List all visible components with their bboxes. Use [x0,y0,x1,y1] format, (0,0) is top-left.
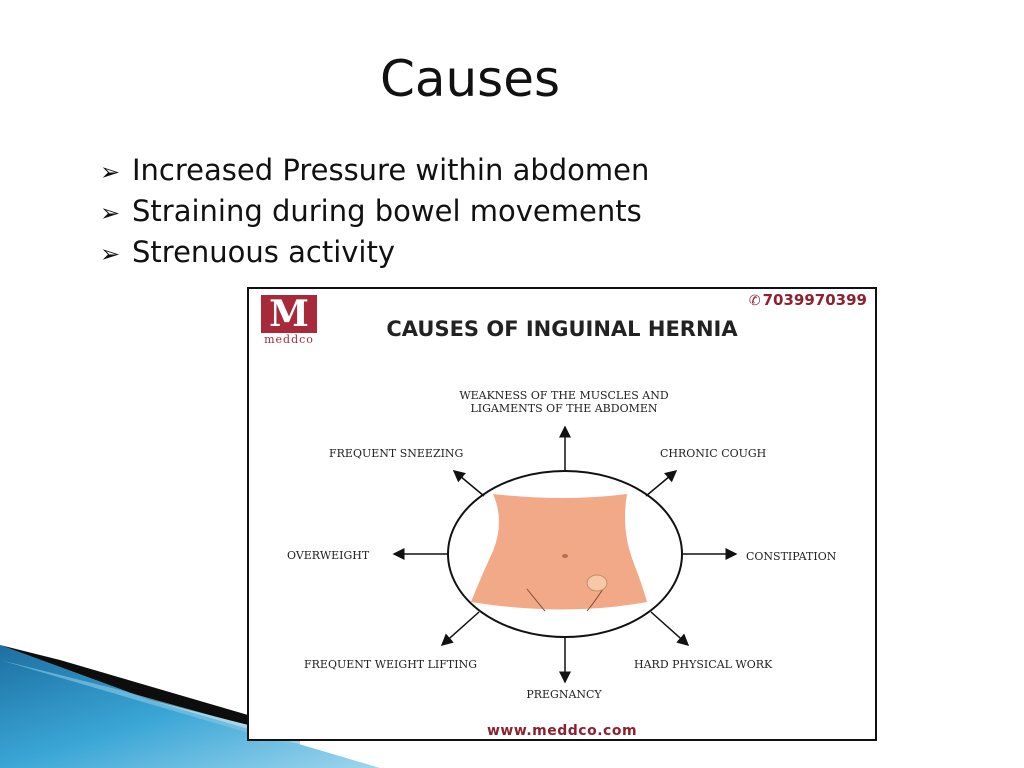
label-hard-physical-work: HARD PHYSICAL WORK [634,658,773,671]
label-constipation: CONSTIPATION [746,550,837,563]
label-weakness [249,389,877,415]
label-weakness-line1: WEAKNESS OF THE MUSCLES AND [459,389,669,402]
bullet-list [100,150,649,273]
bullet-item [100,232,649,273]
label-pregnancy: PREGNANCY [526,688,602,701]
arrow-top-right [646,471,676,496]
causes-diagram [249,289,877,741]
label-frequent-weight-lifting: FREQUENT WEIGHT LIFTING [304,658,477,671]
label-weakness-line2: LIGAMENTS OF THE ABDOMEN [470,402,658,415]
arrow-bottom-right [651,612,688,645]
bullet-item [100,150,649,191]
label-chronic-cough: CHRONIC COUGH [660,447,767,460]
bullet-text: Increased Pressure within abdomen [132,153,650,187]
arrow-bullet-icon: ➢ [100,240,121,268]
inguinal-hernia-infographic [247,287,877,741]
arrow-bullet-icon: ➢ [100,158,121,186]
arrow-bottom-left [442,612,479,645]
slide-title: Causes [379,50,561,108]
infographic-title: CAUSES OF INGUINAL HERNIA [386,317,738,341]
bullet-text: Strenuous activity [132,235,396,269]
hernia-bulge [587,575,607,591]
phone-icon: ✆ [748,293,761,309]
label-frequent-sneezing: FREQUENT SNEEZING [329,447,464,460]
website-link[interactable]: www.meddco.com [486,723,638,739]
bullet-item [100,191,649,232]
phone-text: 7039970399 [762,291,867,309]
logo-text: meddco [264,333,314,346]
bullet-text: Straining during bowel movements [132,194,642,228]
logo-letter: M [261,295,317,333]
navel [562,554,568,558]
label-overweight: OVERWEIGHT [287,549,370,562]
arrow-top-left [454,471,484,496]
arrow-bullet-icon: ➢ [100,199,121,227]
